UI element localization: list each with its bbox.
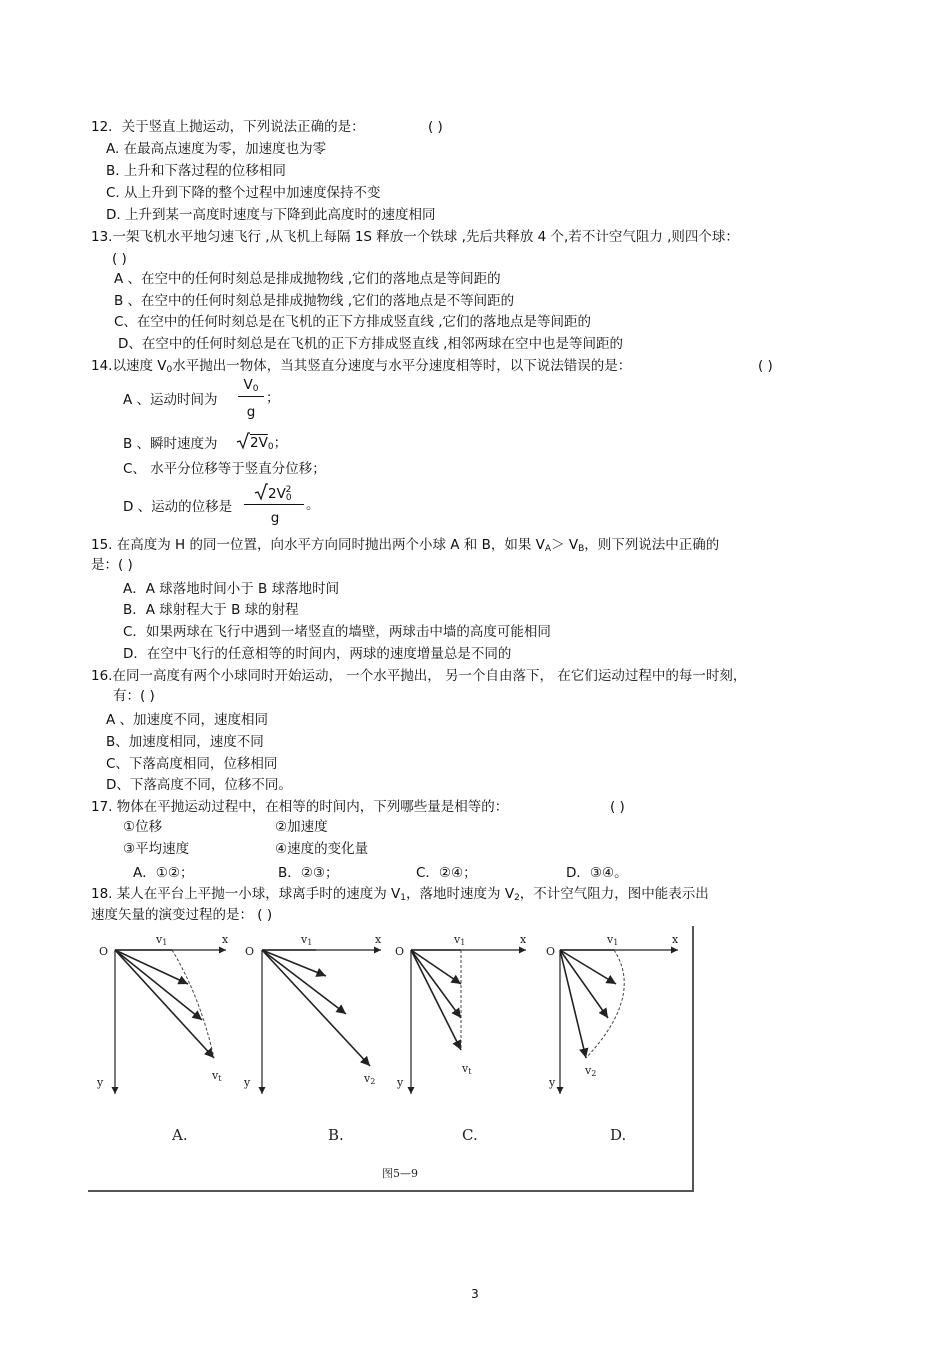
q15-stem-cont: 是：( )	[91, 557, 133, 573]
velocity-diagram-figure	[88, 926, 694, 1192]
q14-option-b: B 、瞬时速度为	[123, 436, 218, 452]
panel-d-x-label: x	[672, 933, 679, 946]
q14-a-denominator: g	[246, 404, 256, 420]
panel-b-y-label: y	[244, 1076, 251, 1089]
q17-stem: 17. 物体在平抛运动过程中，在相等的时间内，下列哪些量是相等的：	[91, 799, 509, 815]
panel-a-v1-label: v1	[156, 933, 168, 947]
panel-a-label: A.	[172, 1126, 188, 1144]
panel-a-diagram	[96, 933, 229, 1144]
panel-d-label: D.	[610, 1126, 627, 1144]
panel-b-diagram	[243, 933, 382, 1144]
q14-b-radical: $2V_0$；	[236, 432, 287, 456]
q16-option-c: C、下落高度相同，位移相同	[106, 756, 278, 772]
q12-answer-paren: ( )	[428, 119, 443, 135]
q16-option-a: A 、加速度不同，速度相同	[106, 712, 269, 728]
q14-option-a: A 、运动时间为	[123, 392, 218, 408]
q18-stem-cont: 速度矢量的演变过程的是： ( )	[91, 907, 273, 923]
sqrt-icon	[254, 483, 268, 501]
q13-option-d: D、在空中的任何时刻总是在飞机的正下方排成竖直线 ,相邻两球在空中也是等间距的	[118, 336, 623, 352]
q12-option-c: C. 从上升到下降的整个过程中加速度保持不变	[106, 185, 381, 201]
q17-item-3: ③平均速度	[123, 841, 190, 857]
q16-stem: 16.在同一高度有两个小球同时开始运动， 一个水平抛出， 另一个自由落下， 在它们运动过程中的每一时刻，	[91, 668, 747, 684]
q13-option-c: C、在空中的任何时刻总是在飞机的正下方排成竖直线 ,它们的落地点是等间距的	[114, 314, 592, 330]
q14-d-fraction-bar	[244, 504, 304, 505]
q14-d-denominator: g	[270, 510, 280, 526]
panel-b-v1-label: v1	[301, 933, 313, 947]
q16-option-d: D、下落高度不同，位移不同。	[106, 777, 292, 793]
q17-item-4: ④速度的变化量	[275, 841, 369, 857]
q17-item-1: ①位移	[123, 819, 163, 835]
q14-a-end: ；	[266, 390, 280, 406]
q16-option-b: B、加速度相同，速度不同	[106, 734, 264, 750]
panel-c-v1-label: v1	[454, 933, 466, 947]
q14-answer-paren: ( )	[758, 358, 773, 374]
q14-a-fraction-bar	[238, 396, 264, 397]
q15-option-c: C．如果两球在飞行中遇到一堵竖直的墙壁，两球击中墙的高度可能相同	[123, 624, 551, 640]
panel-c-x-label: x	[520, 933, 527, 946]
panel-b-x-label: x	[375, 933, 382, 946]
panel-a-x-label: x	[222, 933, 229, 946]
panel-a-y-label: y	[97, 1076, 104, 1089]
q15-option-a: A．A 球落地时间小于 B 球落地时间	[123, 581, 340, 597]
q14-option-c: C、 水平分位移等于竖直分位移；	[123, 461, 326, 477]
panel-c-y-label: y	[397, 1076, 404, 1089]
q15-option-b: B．A 球射程大于 B 球的射程	[123, 602, 299, 618]
q14-option-d: D 、运动的位移是	[123, 499, 233, 515]
page-number: 3	[471, 1287, 479, 1301]
q13-option-b: B 、在空中的任何时刻总是排成抛物线 ,它们的落地点是不等间距的	[114, 293, 515, 309]
figure-caption: 图5—9	[382, 1167, 418, 1180]
q13-stem: 13.一架飞机水平地匀速飞行 ,从飞机上每隔 1S 释放一个铁球 ,先后共释放 4 个,若不计空气阻力 ,则四个球：	[91, 229, 739, 245]
panel-d-origin: O	[546, 945, 556, 958]
q14-a-numerator: $V_0$	[243, 377, 259, 394]
panel-b-end-label: v2	[364, 1072, 376, 1086]
q15-option-d: D．在空中飞行的任意相等的时间内，两球的速度增量总是不同的	[123, 646, 512, 662]
q17-item-2: ②加速度	[275, 819, 328, 835]
panel-b-origin: O	[245, 945, 255, 958]
q14-stem: 14.以速度 $V_0$水平抛出一物体，当其竖直分速度与水平分速度相等时，以下说法错误的是：	[91, 358, 632, 375]
q12-option-d: D. 上升到某一高度时速度与下降到此高度时的速度相同	[106, 207, 436, 223]
q17-choice-d: D．③④。	[566, 865, 628, 881]
panel-a-origin: O	[99, 945, 109, 958]
q14-d-end: 。	[306, 497, 320, 513]
panel-c-end-label: vt	[462, 1062, 472, 1076]
panel-d-v1-label: v1	[607, 933, 619, 947]
panel-a-end-label: vt	[212, 1069, 222, 1083]
q13-answer-paren: ( )	[112, 251, 127, 267]
q18-stem: 18. 某人在平台上平抛一小球，球离手时的速度为 $V_1$，落地时速度为 $V_2$，不计空气阻力，图中能表示出	[91, 886, 709, 903]
q16-stem-cont: 有：( )	[113, 688, 155, 704]
q14-d-numerator: $2V_0^2$	[254, 481, 291, 507]
q12-option-b: B. 上升和下落过程的位移相同	[106, 163, 286, 179]
q17-answer-paren: ( )	[610, 799, 625, 815]
panel-b-label: B.	[328, 1126, 344, 1144]
q12-option-a: A. 在最高点速度为零，加速度也为零	[106, 141, 327, 157]
panel-c-origin: O	[395, 945, 405, 958]
panel-c-label: C.	[462, 1126, 478, 1144]
q17-choice-a: A．①②；	[133, 865, 194, 881]
q17-choice-b: B．②③；	[278, 865, 339, 881]
q13-option-a: A 、在空中的任何时刻总是排成抛物线 ,它们的落地点是等间距的	[114, 271, 501, 287]
sqrt-icon	[236, 432, 250, 450]
panel-d-diagram	[546, 933, 679, 1144]
q17-choice-c: C．②④；	[416, 865, 477, 881]
panel-d-end-label: v2	[585, 1064, 597, 1078]
q15-stem: 15. 在高度为 H 的同一位置，向水平方向同时抛出两个小球 A 和 B，如果 $V_A> V_B$，则下列说法中正确的	[91, 537, 720, 554]
panel-c-diagram	[395, 933, 527, 1144]
panel-d-y-label: y	[549, 1076, 556, 1089]
q12-stem: 12．关于竖直上抛运动，下列说法正确的是：	[91, 119, 365, 135]
